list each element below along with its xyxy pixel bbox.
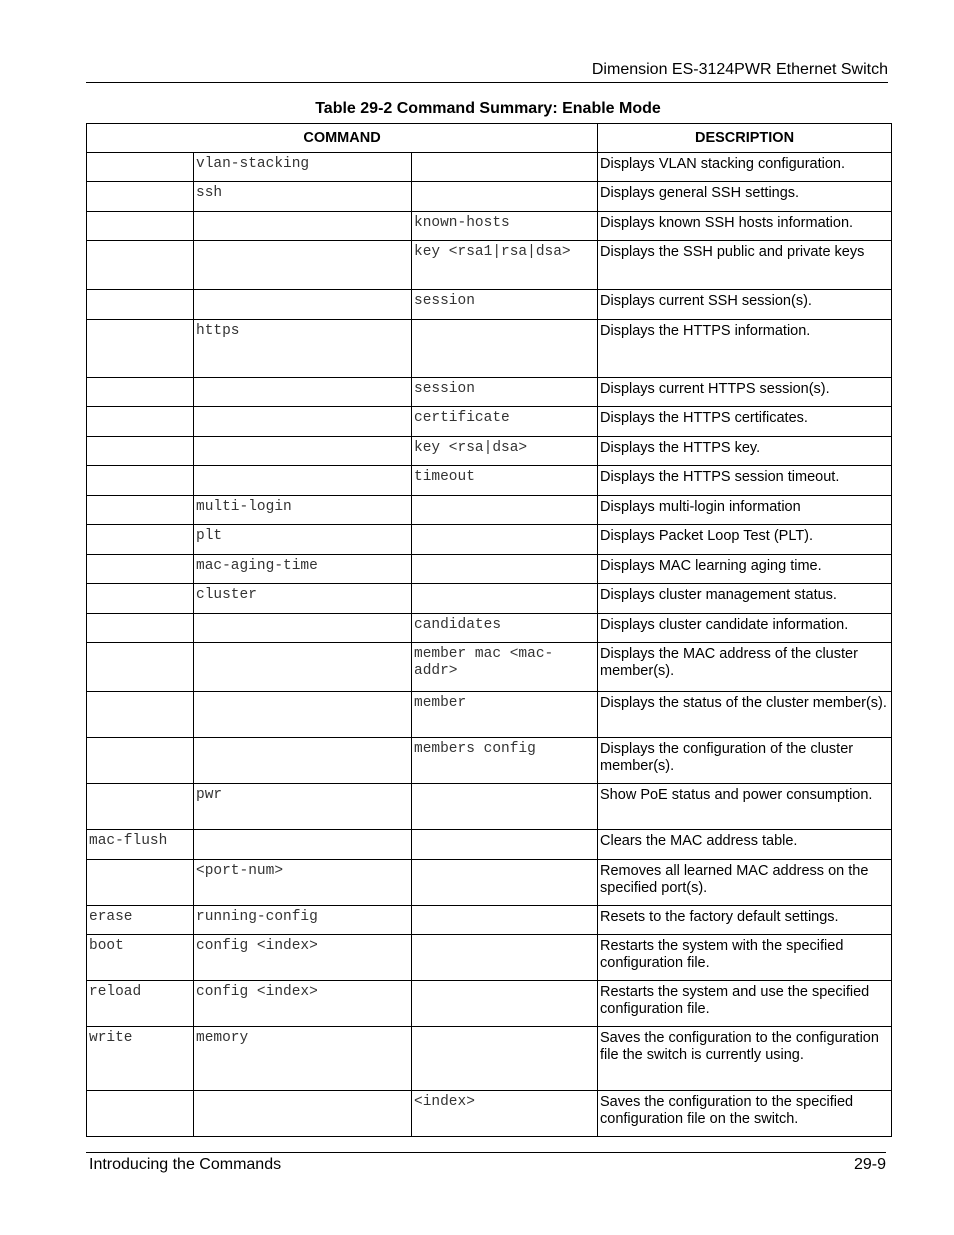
table-row: [87, 378, 892, 407]
description-cell: Displays known SSH hosts information.: [598, 212, 892, 241]
command-cell: [87, 1091, 194, 1137]
subcommand-cell: [194, 466, 412, 496]
page-footer: [86, 1152, 886, 1173]
table-row: [87, 584, 892, 614]
table-row: [87, 738, 892, 784]
description-cell: Displays the HTTPS key.: [598, 437, 892, 466]
command-cell: [87, 692, 194, 738]
command-cell: [87, 860, 194, 906]
subcommand-cell: [194, 212, 412, 241]
option-cell: session: [412, 378, 598, 407]
table-row: [87, 182, 892, 212]
description-cell: Displays Packet Loop Test (PLT).: [598, 525, 892, 555]
command-cell: [87, 584, 194, 614]
command-cell: [87, 153, 194, 182]
table-header-row: [87, 124, 892, 153]
subcommand-cell: cluster: [194, 584, 412, 614]
option-cell: [412, 860, 598, 906]
option-cell: certificate: [412, 407, 598, 437]
description-cell: Displays the SSH public and private keys: [598, 241, 892, 290]
description-cell: Clears the MAC address table.: [598, 830, 892, 860]
description-cell: Displays the status of the cluster member(s).: [598, 692, 892, 738]
description-cell: Displays multi-login information: [598, 496, 892, 525]
table-row: [87, 407, 892, 437]
command-cell: [87, 643, 194, 692]
column-header-description: DESCRIPTION: [598, 124, 892, 153]
option-cell: [412, 525, 598, 555]
description-cell: Displays current SSH session(s).: [598, 290, 892, 320]
option-cell: <index>: [412, 1091, 598, 1137]
option-cell: [412, 182, 598, 212]
command-cell: [87, 378, 194, 407]
option-cell: [412, 784, 598, 830]
description-cell: Saves the configuration to the specified configuration file on the switch.: [598, 1091, 892, 1137]
page-header: [86, 60, 888, 83]
option-cell: timeout: [412, 466, 598, 496]
description-cell: Displays MAC learning aging time.: [598, 555, 892, 584]
subcommand-cell: config <index>: [194, 981, 412, 1027]
command-cell: mac-flush: [87, 830, 194, 860]
command-cell: [87, 182, 194, 212]
subcommand-cell: [194, 643, 412, 692]
table-row: [87, 860, 892, 906]
table-row: [87, 981, 892, 1027]
command-cell: erase: [87, 906, 194, 935]
table-row: [87, 496, 892, 525]
table-row: [87, 784, 892, 830]
command-cell: [87, 784, 194, 830]
option-cell: [412, 320, 598, 378]
command-cell: [87, 496, 194, 525]
subcommand-cell: [194, 378, 412, 407]
option-cell: members config: [412, 738, 598, 784]
subcommand-cell: https: [194, 320, 412, 378]
option-cell: candidates: [412, 614, 598, 643]
command-cell: boot: [87, 935, 194, 981]
description-cell: Displays current HTTPS session(s).: [598, 378, 892, 407]
table-row: [87, 290, 892, 320]
description-cell: Resets to the factory default settings.: [598, 906, 892, 935]
option-cell: session: [412, 290, 598, 320]
table-row: [87, 153, 892, 182]
description-cell: Displays the configuration of the cluster member(s).: [598, 738, 892, 784]
subcommand-cell: [194, 241, 412, 290]
option-cell: [412, 555, 598, 584]
subcommand-cell: vlan-stacking: [194, 153, 412, 182]
footer-chapter-title: Introducing the Commands: [89, 1156, 282, 1173]
command-cell: [87, 320, 194, 378]
command-cell: [87, 212, 194, 241]
option-cell: known-hosts: [412, 212, 598, 241]
description-cell: Displays general SSH settings.: [598, 182, 892, 212]
table-row: [87, 466, 892, 496]
table-caption: Table 29-2 Command Summary: Enable Mode: [315, 100, 661, 117]
subcommand-cell: [194, 738, 412, 784]
command-cell: [87, 466, 194, 496]
description-cell: Displays the HTTPS information.: [598, 320, 892, 378]
option-cell: [412, 830, 598, 860]
description-cell: Displays the HTTPS session timeout.: [598, 466, 892, 496]
table-row: [87, 692, 892, 738]
subcommand-cell: [194, 692, 412, 738]
command-cell: [87, 241, 194, 290]
subcommand-cell: <port-num>: [194, 860, 412, 906]
description-cell: Saves the configuration to the configuration file the switch is currently using.: [598, 1027, 892, 1091]
subcommand-cell: multi-login: [194, 496, 412, 525]
table-row: [87, 830, 892, 860]
subcommand-cell: [194, 830, 412, 860]
subcommand-cell: config <index>: [194, 935, 412, 981]
subcommand-cell: memory: [194, 1027, 412, 1091]
table-row: [87, 212, 892, 241]
description-cell: Show PoE status and power consumption.: [598, 784, 892, 830]
subcommand-cell: [194, 290, 412, 320]
command-cell: [87, 407, 194, 437]
option-cell: [412, 1027, 598, 1091]
command-cell: [87, 614, 194, 643]
subcommand-cell: [194, 407, 412, 437]
table-row: [87, 906, 892, 935]
option-cell: key <rsa|dsa>: [412, 437, 598, 466]
table-row: [87, 555, 892, 584]
description-cell: Displays the HTTPS certificates.: [598, 407, 892, 437]
description-cell: Displays cluster candidate information.: [598, 614, 892, 643]
subcommand-cell: plt: [194, 525, 412, 555]
table-row: [87, 935, 892, 981]
column-header-command: COMMAND: [87, 124, 598, 153]
table-row: [87, 1091, 892, 1137]
table-row: [87, 241, 892, 290]
description-cell: Displays cluster management status.: [598, 584, 892, 614]
command-cell: write: [87, 1027, 194, 1091]
subcommand-cell: ssh: [194, 182, 412, 212]
subcommand-cell: mac-aging-time: [194, 555, 412, 584]
option-cell: [412, 153, 598, 182]
option-cell: member mac <mac-addr>: [412, 643, 598, 692]
description-cell: Restarts the system with the specified configuration file.: [598, 935, 892, 981]
page-number: 29-9: [853, 1156, 886, 1173]
command-summary-table: [86, 123, 892, 1137]
table-row: [87, 320, 892, 378]
option-cell: member: [412, 692, 598, 738]
table-row: [87, 614, 892, 643]
command-cell: [87, 525, 194, 555]
command-cell: [87, 437, 194, 466]
option-cell: [412, 935, 598, 981]
description-cell: Displays the MAC address of the cluster member(s).: [598, 643, 892, 692]
table-row: [87, 437, 892, 466]
table-body: [87, 153, 892, 1137]
document-title: Dimension ES-3124PWR Ethernet Switch: [591, 61, 888, 78]
command-cell: [87, 290, 194, 320]
command-cell: [87, 738, 194, 784]
option-cell: [412, 981, 598, 1027]
command-cell: reload: [87, 981, 194, 1027]
table-row: [87, 643, 892, 692]
description-cell: Restarts the system and use the specified configuration file.: [598, 981, 892, 1027]
subcommand-cell: [194, 437, 412, 466]
description-cell: Displays VLAN stacking configuration.: [598, 153, 892, 182]
option-cell: [412, 906, 598, 935]
subcommand-cell: running-config: [194, 906, 412, 935]
subcommand-cell: pwr: [194, 784, 412, 830]
subcommand-cell: [194, 1091, 412, 1137]
description-cell: Removes all learned MAC address on the specified port(s).: [598, 860, 892, 906]
command-cell: [87, 555, 194, 584]
option-cell: key <rsa1|rsa|dsa>: [412, 241, 598, 290]
subcommand-cell: [194, 614, 412, 643]
option-cell: [412, 496, 598, 525]
option-cell: [412, 584, 598, 614]
table-row: [87, 1027, 892, 1091]
table-row: [87, 525, 892, 555]
